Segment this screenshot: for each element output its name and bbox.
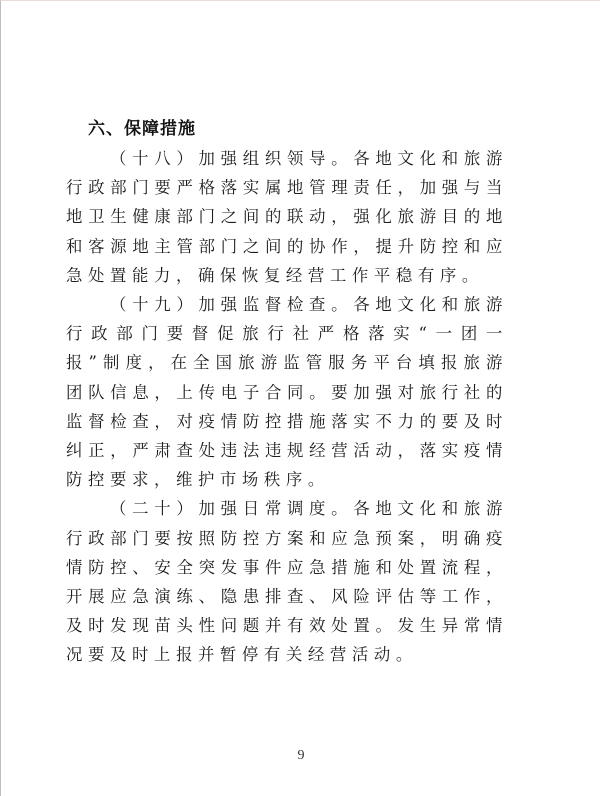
paragraph-text: 各地文化和旅游行政部门要督促旅行社严格落实“一团一报”制度，在全国旅游监管服务平台填报旅游团队信息，上传电子合同。要加强对旅行社的监督检查，对疫情防控措施落实不力的要及时纠正，严肃查处违法违规经营活动，落实疫情防控要求，维护市场秩序。 <box>66 295 508 490</box>
page-content <box>66 115 508 670</box>
paragraph-text: 各地文化和旅游行政部门要严格落实属地管理责任，加强与当地卫生健康部门之间的联动，强化旅游目的地和客源地主管部门之间的协作，提升防控和应急处置能力，确保恢复经营工作平稳有序。 <box>66 149 508 285</box>
paragraph-lead: （十九）加强监督检查。 <box>110 295 354 315</box>
paragraph-text: 各地文化和旅游行政部门要按照防控方案和应急预案，明确疫情防控、安全突发事件应急措施和处置流程，开展应急演练、隐患排查、风险评估等工作，及时发现苗头性问题并有效处置。发生异常情况要及时上报并暂停有关经营活动。 <box>66 499 508 665</box>
section-title: 六、保障措施 <box>88 119 196 139</box>
paragraph-19 <box>66 290 508 494</box>
page-number: 9 <box>297 748 305 763</box>
paragraph-18 <box>66 144 508 290</box>
paragraph-lead: （十八）加强组织领导。 <box>110 149 354 168</box>
paragraph-lead: （二十）加强日常调度。 <box>110 499 354 519</box>
paragraph-20 <box>66 494 508 669</box>
